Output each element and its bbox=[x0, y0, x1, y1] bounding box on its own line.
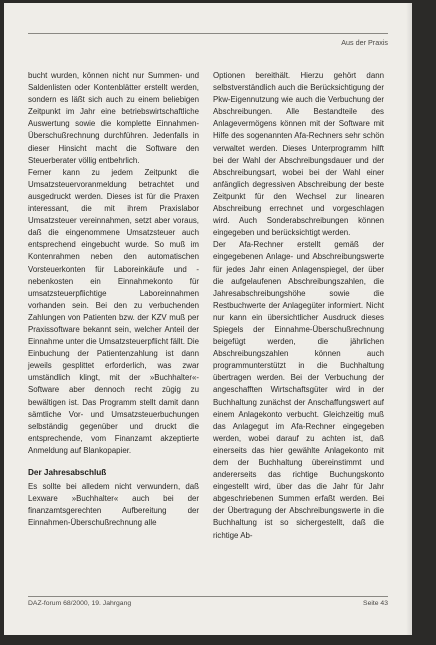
page-footer bbox=[28, 596, 388, 607]
publication-info: DAZ-forum 68/2000, 19. Jahrgang bbox=[28, 600, 132, 607]
right-column bbox=[213, 70, 384, 542]
text-columns bbox=[28, 70, 384, 542]
magazine-page bbox=[4, 3, 412, 635]
left-column bbox=[28, 70, 199, 542]
paragraph: bucht wurden, können nicht nur Summen- und Saldenlisten oder Kontenblätter erstellt werden, sondern es läßt sich auch zu einem beliebigen Zeitpunkt im Jahr eine betriebswirtschaftliche Auswertung sowie die komplette Einnahmen-Überschußrechnung durchführen. Jedenfalls in dieser Hinsicht macht die Software den Steuerberater völlig entbehrlich. bbox=[28, 71, 199, 165]
paragraph: Der Afa-Rechner erstellt gemäß der eingegebenen Anlage- und Abschreibungswerte für jedes Jahr einen Anlagenspiegel, der über die aufgelaufenen Abschreibungszahlen, die Jahresabschreibungshöhe sowie die Restbuchwerte der Anlagegüter informiert. Nicht nur kann ein übersichtlicher Ausdruck dieses Spiegels der Einnahme-Überschußrechnung beigefügt werden, die jährlichen Abschreibungszahlen können auch programmunterstützt in die Buchhaltung übertragen werden. Bei der Verbuchung der angeschafften Wirtschaftsgüter wird in der Buchhaltung zunächst der Anschaffungswert auf einem Anlagekonto verbucht. Gleichzeitig muß das Anlagegut im Afa-Rechner eingegeben werden, wobei darauf zu achten ist, daß einerseits das hier gewählte Anlagekonto mit dem der Buchhaltung übereinstimmt und andererseits das richtige Buchungskonto eingestellt wird, über das die Jahr für Jahr abgeschriebenen Summen erfaßt werden. Bei der Übertragung der Abschreibungswerte in die Buchhaltung ist so sichergestellt, daß die richtige Ab- bbox=[213, 240, 384, 540]
page-header bbox=[28, 33, 388, 50]
section-heading: Der Jahresabschluß bbox=[28, 468, 107, 477]
section-title: Aus der Praxis bbox=[341, 38, 388, 47]
paragraph: Ferner kann zu jedem Zeitpunkt die Umsatzsteuervoranmeldung betrachtet und ausgedruckt werden. Dieses ist für die Praxen interessant, die mit ihrem Praxislabor Umsatzsteuer vereinnahmen, setzt aber voraus, daß die eingenommene Umsatzsteuer auch entsprechend eingebucht wurde. So muß im Kontenrahmen neben den automatischen Vorsteuerkonten für Laboreinkäufe und -nebenkosten ein Einnahmekonto für umsatzsteuerpflichtige Laboreinnahmen vorhanden sein. Bei den zu verbuchenden Zahlungen von Patienten bzw. der KZV muß per Praxissoftware bekannt sein, welcher Anteil der Einnahme unter die Umsatzsteuerpflicht fällt. Die Einbuchung der Patientenzahlung ist dann jeweils gesplittet erforderlich, was zwar umständlich klingt, mit der »Buchhalter«-Software aber dennoch recht zügig zu bewältigen ist. Das Programm stellt damit dann sämtliche Vor- und Umsatzsteuerbuchungen selbständig gegenüber und druckt die entsprechende, vom Finanzamt akzeptierte Anmeldung auf Blankopapier. bbox=[28, 167, 199, 455]
paragraph: Optionen bereithält. Hierzu gehört dann selbstverständlich auch die Berücksichtigung der Pkw-Eigennutzung wie auch die Verbuchung der Abschreibungen. Alle Bestandteile des Anlagevermögens können mit der Software mit Hilfe des sogenannten Afa-Rechners sehr schön verwaltet werden. Dieses Unterprogramm hilft bei der Wahl der Abschreibungsdauer und der Abschreibungsart, wobei bei der Wahl einer anfänglich degressiven Abschreibung der beste Zeitpunkt für den Wechsel zur linearen Abschreibung errechnet und vorgeschlagen wird. Auch Sonderabschreibungen können eingegeben und berücksichtigt werden. bbox=[213, 71, 384, 238]
page-number: Seite 43 bbox=[363, 600, 388, 607]
paragraph: Es sollte bei alledem nicht verwundern, daß Lexware »Buchhalter« auch bei der finanzamtsgerechten Aufbereitung der Einnahmen-Überschußrechnung alle bbox=[28, 482, 199, 528]
